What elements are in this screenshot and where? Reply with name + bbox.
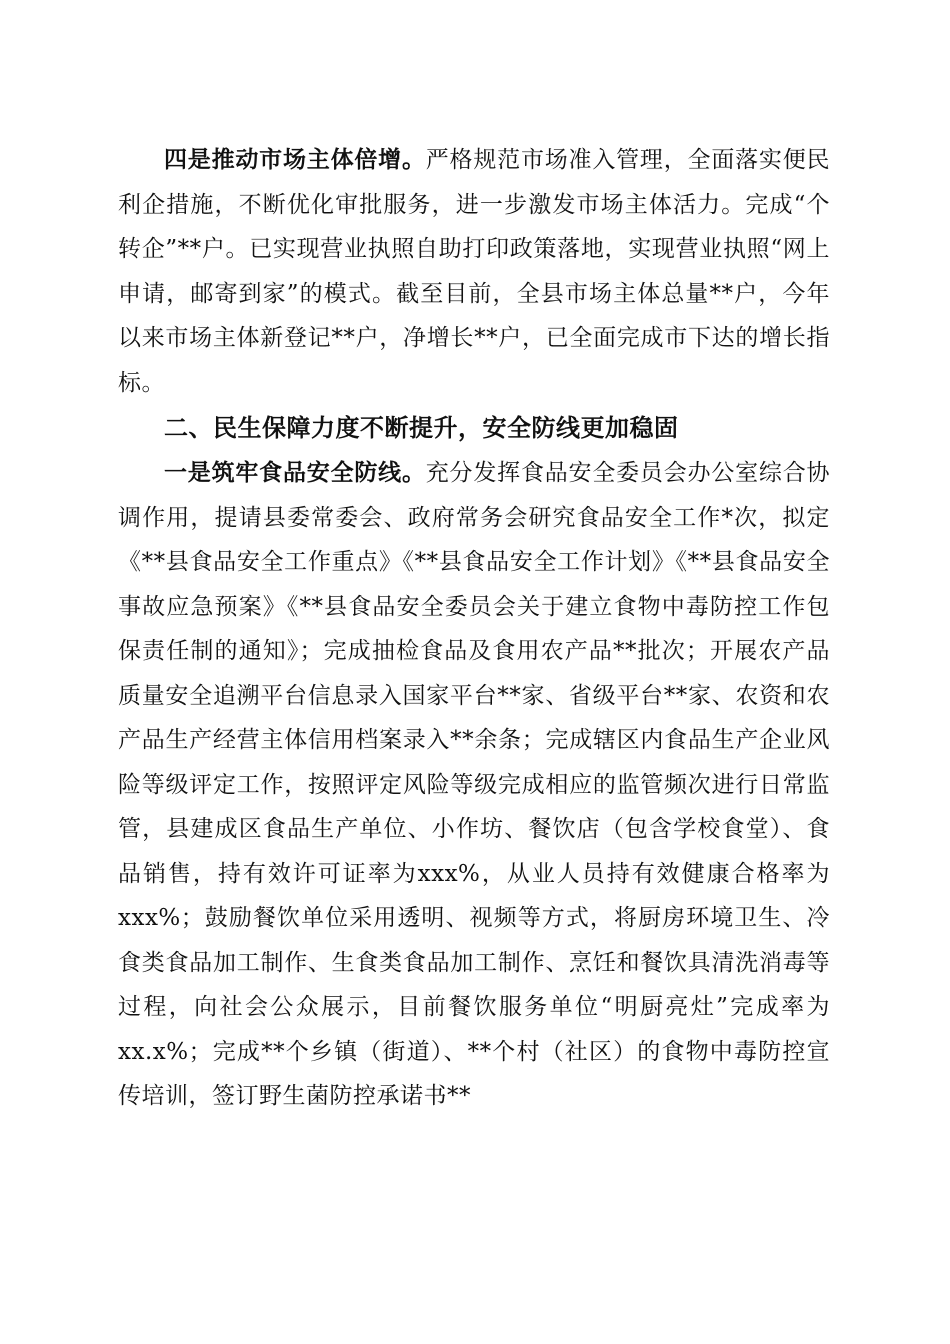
paragraph-market-entities: [118, 138, 830, 405]
paragraph-body: 严格规范市场准入管理，全面落实便民利企措施，不断优化审批服务，进一步激发市场主体活力。完成“个转企”**户。已实现营业执照自助打印政策落地，实现营业执照“网上申请，邮寄到家”的模式。截至目前，全县市场主体总量**户，今年以来市场主体新登记**户，净增长**户，已全面完成市下达的增长指标。: [118, 147, 831, 396]
paragraph-body: 充分发挥食品安全委员会办公室综合协调作用，提请县委常委会、政府常务会研究食品安全工作*次，拟定《**县食品安全工作重点》《**县食品安全工作计划》《**县食品安全事故应急预案》《**县食品安全委员会关于建立食物中毒防控工作包保责任制的通知》；完成抽检食品及食用农产品**批次；开展农产品质量安全追溯平台信息录入国家平台**家、省级平台**家、农资和农产品生产经营主体信用档案录入**余条；完成辖区内食品生产企业风险等级评定工作，按照评定风险等级完成相应的监管频次进行日常监管，县建成区食品生产单位、小作坊、餐饮店（包含学校食堂）、食品销售，持有效许可证率为xxx%，从业人员持有效健康合格率为xxx%；鼓励餐饮单位采用透明、视频等方式，将厨房环境卫生、冷食类食品加工制作、生食类食品加工制作、烹饪和餐饮具清洗消毒等过程，向社会公众展示，目前餐饮服务单位“明厨亮灶”完成率为xx.x%；完成**个乡镇（街道）、**个村（社区）的食物中毒防控宣传培训，签订野生菌防控承诺书**: [118, 460, 831, 1109]
paragraph-food-safety: [118, 451, 830, 1119]
paragraph-lead: 四是推动市场主体倍增。: [164, 146, 426, 173]
paragraph-lead: 一是筑牢食品安全防线。: [164, 459, 426, 486]
section-heading: 二、民生保障力度不断提升，安全防线更加稳固: [164, 413, 679, 442]
document-page: [118, 138, 830, 1119]
